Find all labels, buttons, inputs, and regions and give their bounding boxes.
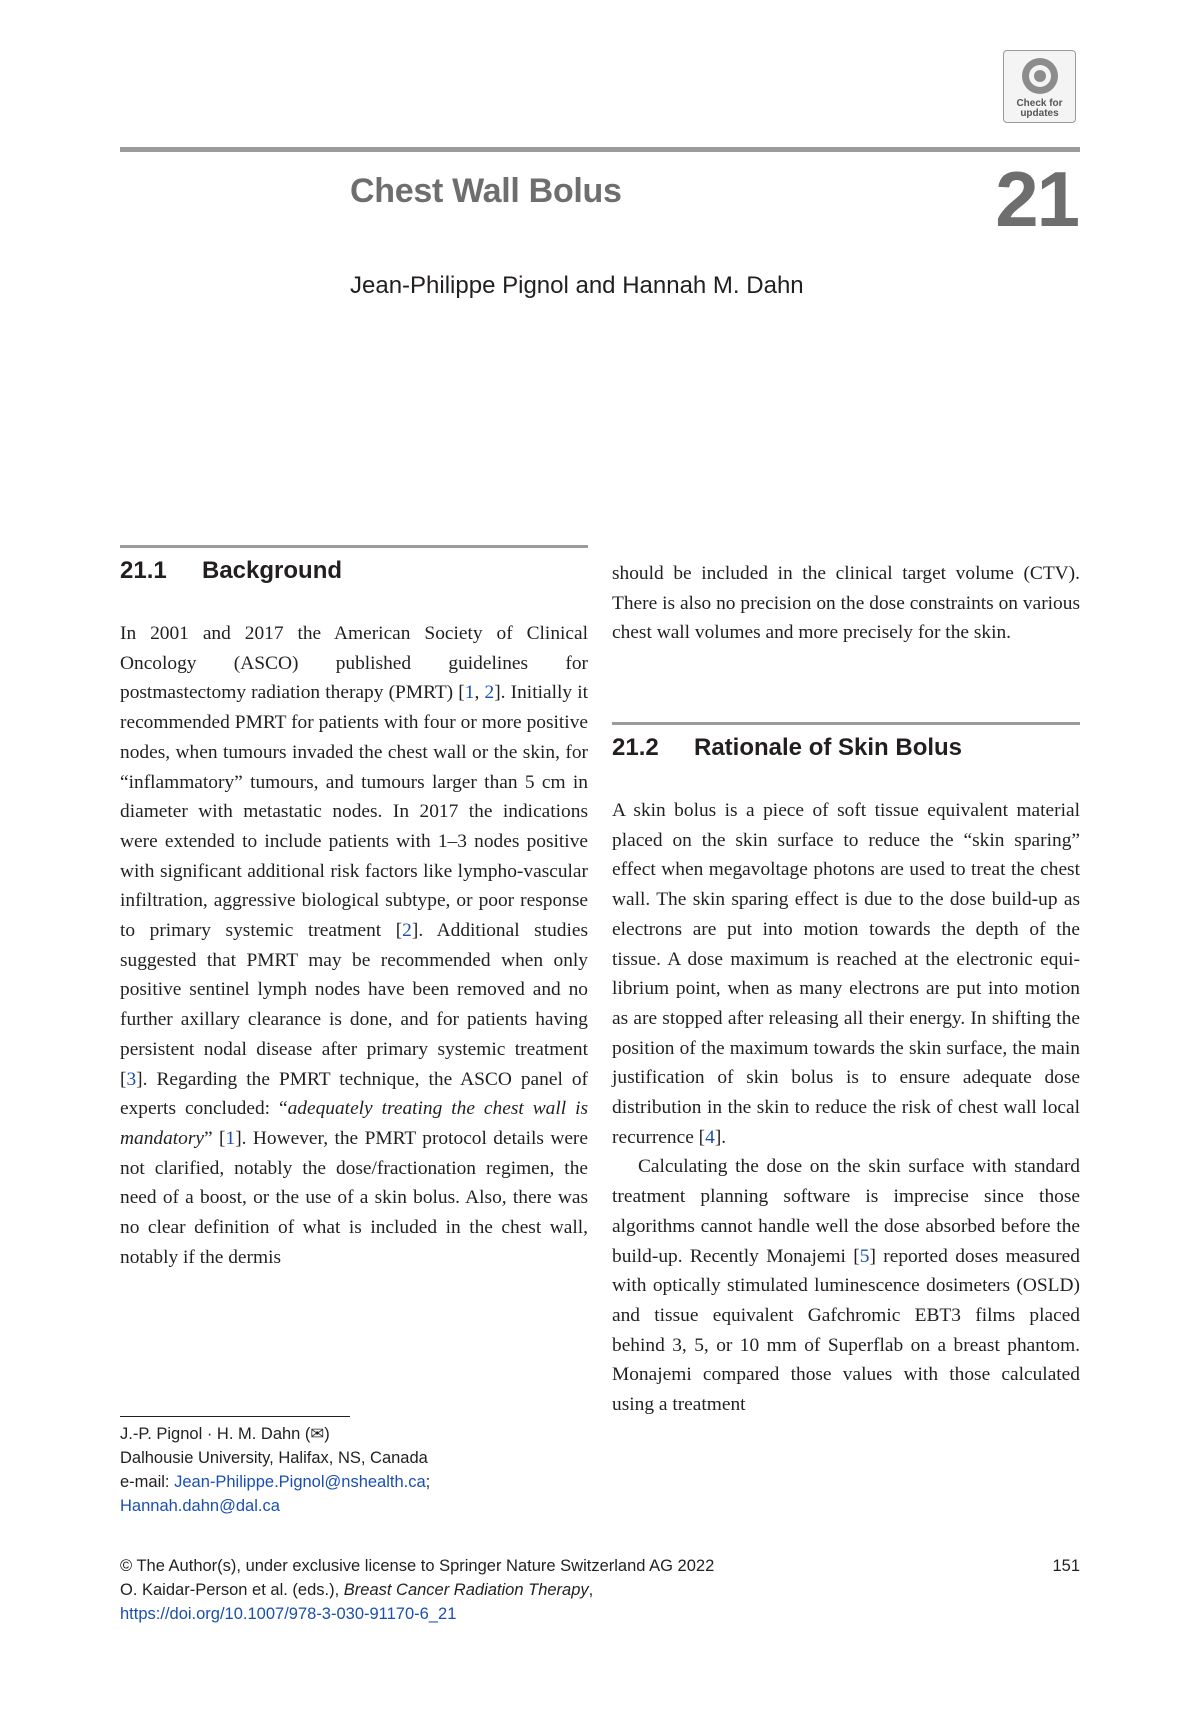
chapter-number: 21 [995, 155, 1078, 243]
check-for-updates-badge[interactable] [1003, 50, 1076, 123]
citation-line: O. Kaidar-Person et al. (eds.), Breast Cancer Radiation Therapy, [120, 1581, 594, 1599]
page-number: 151 [1052, 1557, 1080, 1575]
author-footnote [120, 1422, 590, 1518]
publication-footer [120, 1554, 1080, 1626]
rationale-paragraph-1: A skin bolus is a piece of soft tissue equivalent material placed on the skin surface to reduce the “skin sparing” effect when megavoltage photons are used to treat the chest wall. The skin sparing effect is due to the dose build-up as electrons are put into motion towards the depth of the tissue. A dose maximum is reached at the electronic equilibrium point, when as many electrons are put into motion as are stopped after releasing all their energy. In shifting the position of the maximum towards the skin surface, the main justification of skin bolus is to ensure adequate dose distribution in the skin to reduce the risk of chest wall local recurrence [4]. [612, 800, 1080, 1148]
email-link-dahn[interactable]: Hannah.dahn@dal.ca [120, 1497, 280, 1515]
section-title: Rationale of Skin Bolus [694, 734, 963, 761]
chapter-authors: Jean-Philippe Pignol and Hannah M. Dahn [350, 272, 804, 299]
section-number: 21.1 [120, 557, 167, 584]
doi-link[interactable]: https://doi.org/10.1007/978-3-030-91170-6_21 [120, 1605, 457, 1623]
chapter-rule [120, 147, 1080, 152]
section-heading-rationale [612, 734, 962, 762]
chapter-title: Chest Wall Bolus [350, 172, 622, 210]
badge-label: Check for updates [1016, 98, 1063, 119]
copyright-line: © The Author(s), under exclusive license to Springer Nature Switzerland AG 2022 [120, 1557, 715, 1575]
footnote-email-line: e-mail: Jean-Philippe.Pignol@nshealth.ca; [120, 1473, 431, 1491]
background-paragraph-continued: should be included in the clinical target volume (CTV). There is also no precision on the dose constraints on various chest wall volumes and more precisely for the skin. [612, 563, 1080, 644]
footnote-affiliation: Dalhousie University, Halifax, NS, Canada [120, 1449, 428, 1467]
rationale-paragraphs [612, 796, 1080, 1420]
section-title: Background [202, 557, 343, 584]
book-title: Breast Cancer Radiation Therapy [343, 1581, 589, 1599]
section-number: 21.2 [612, 734, 659, 761]
email-label: e-mail: [120, 1473, 175, 1491]
section-rule [612, 722, 1080, 725]
citation-prefix: O. Kaidar-Person et al. (eds.), [120, 1581, 344, 1599]
rationale-paragraph-2: Calculating the dose on the skin surface with standard treatment planning software is imprecise since those algorithms cannot handle well the dose absorbed before the build-up. Recently Monajemi [5] reported doses measured with optically stimulated luminescence dosimeters (OSLD) and tissue equivalent Gafchromic EBT3 films placed behind 3, 5, or 10 mm of Superflab on a breast phantom. Monajemi compared those values with those calculated using a treatment [612, 1156, 1080, 1416]
footnote-rule [120, 1416, 350, 1417]
section-rule [120, 545, 588, 548]
footnote-authors: J.-P. Pignol · H. M. Dahn (✉) [120, 1425, 330, 1443]
update-circle-icon [1020, 56, 1060, 96]
section-heading-background [120, 557, 342, 585]
background-paragraph: In 2001 and 2017 the American Society of Clinical Oncology (ASCO) published guidelines for postmastectomy radiation therapy (PMRT) [1, 2]. Initially it recommended PMRT for patients with four or more positive nodes, when tumours invaded the chest wall or the skin, for “inflammatory” tumours, and tumours larger than 5 cm in diameter with metastatic nodes. In 2017 the indications were extended to include patients with 1–3 nodes positive with significant additional risk factors like lympho-vascular infiltration, aggressive biological subtype, or poor response to primary systemic treatment [2]. Additional studies suggested that PMRT may be recommended when only positive sentinel lymph nodes have been removed and no further axillary clearance is done, and for patients having persistent nodal disease after primary systemic treatment [3]. Regarding the PMRT technique, the ASCO panel of experts concluded: “adequately treating the chest wall is mandatory” [1]. However, the PMRT protocol details were not clarified, notably the dose/fractionation regimen, the need of a boost, or the use of a skin bolus. Also, there was no clear definition of what is included in the chest wall, notably if the dermis [120, 623, 588, 1268]
email-link-pignol[interactable]: Jean-Philippe.Pignol@nshealth.ca [174, 1473, 426, 1491]
